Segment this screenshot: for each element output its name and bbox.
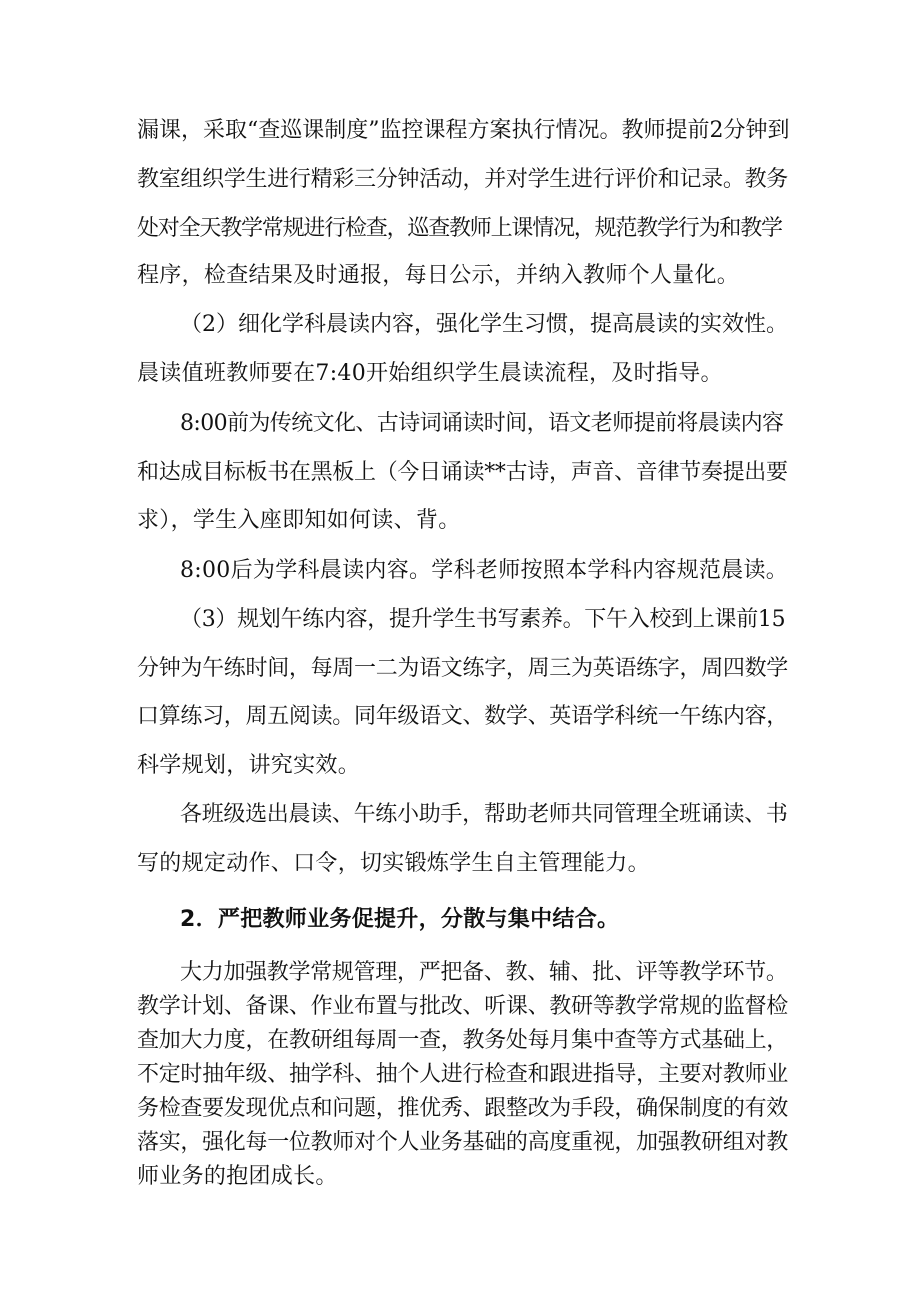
paragraph-8-line-2: 教学计划、备课、作业布置与批改、听课、教研等教学常规的监督检 [137,994,789,1019]
paragraph-8-line-6: 落实，强化每一位教师对个人业务基础的高度重视，加强教研组对教 [137,1130,789,1155]
paragraph-3-line-2: 和达成目标板书在黑板上（今日诵读**古诗，声音、音律节奏提出要 [137,460,788,485]
paragraph-8-line-7: 师业务的抱团成长。 [137,1164,338,1189]
paragraph-1-line-2: 教室组织学生进行精彩三分钟活动，并对学生进行评价和记录。教务 [137,167,789,192]
paragraph-5-line-2: 分钟为午练时间，每周一二为语文练字，周三为英语练字，周四数学 [137,656,789,681]
paragraph-3-line-3: 求），学生入座即知如何读、背。 [137,508,461,533]
paragraph-8-line-4: 不定时抽年级、抽学科、抽个人进行检查和跟进指导，主要对教师业 [137,1062,789,1087]
paragraph-1-line-3: 处对全天教学常规进行检查，巡查教师上课情况，规范教学行为和教学 [137,216,782,241]
paragraph-2-line-2: 晨读值班教师要在7:40开始组织学生晨读流程，及时指导。 [137,361,723,386]
paragraph-8-line-1: 大力加强教学常规管理，严把备、教、辅、批、评等教学环节。 [180,960,788,985]
paragraph-8-line-3: 查加大力度，在教研组每周一查，教务处每月集中查等方式基础上， [137,1028,789,1053]
paragraph-1-line-1: 漏课，采取“查巡课制度”监控课程方案执行情况。教师提前2分钟到 [137,118,790,143]
section-heading: 2．严把教师业务促提升，分散与集中结合。 [180,907,620,932]
paragraph-4-line-1: 8:00后为学科晨读内容。学科老师按照本学科内容规范晨读。 [180,558,789,583]
paragraph-1-line-4: 程序，检查结果及时通报，每日公示，并纳入教师个人量化。 [137,263,740,288]
paragraph-5-line-3: 口算练习，周五阅读。同年级语文、数学、英语学科统一午练内容， [137,704,789,729]
paragraph-3-line-1: 8:00前为传统文化、古诗词诵读时间，语文老师提前将晨读内容 [180,411,784,436]
paragraph-8-line-5: 务检查要发现优点和问题，推优秀、跟整改为手段，确保制度的有效 [137,1096,789,1121]
paragraph-2-line-1: （2）细化学科晨读内容，强化学生习惯，提高晨读的实效性。 [180,312,788,337]
paragraph-5-line-4: 科学规划，讲究实效。 [137,753,361,778]
paragraph-6-line-2: 写的规定动作、口令，切实锻炼学生自主管理能力。 [137,851,650,876]
paragraph-5-line-1: （3）规划午练内容，提升学生书写素养。下午入校到上课前15 [180,607,786,632]
paragraph-6-line-1: 各班级选出晨读、午练小助手，帮助老师共同管理全班诵读、书 [180,802,788,827]
